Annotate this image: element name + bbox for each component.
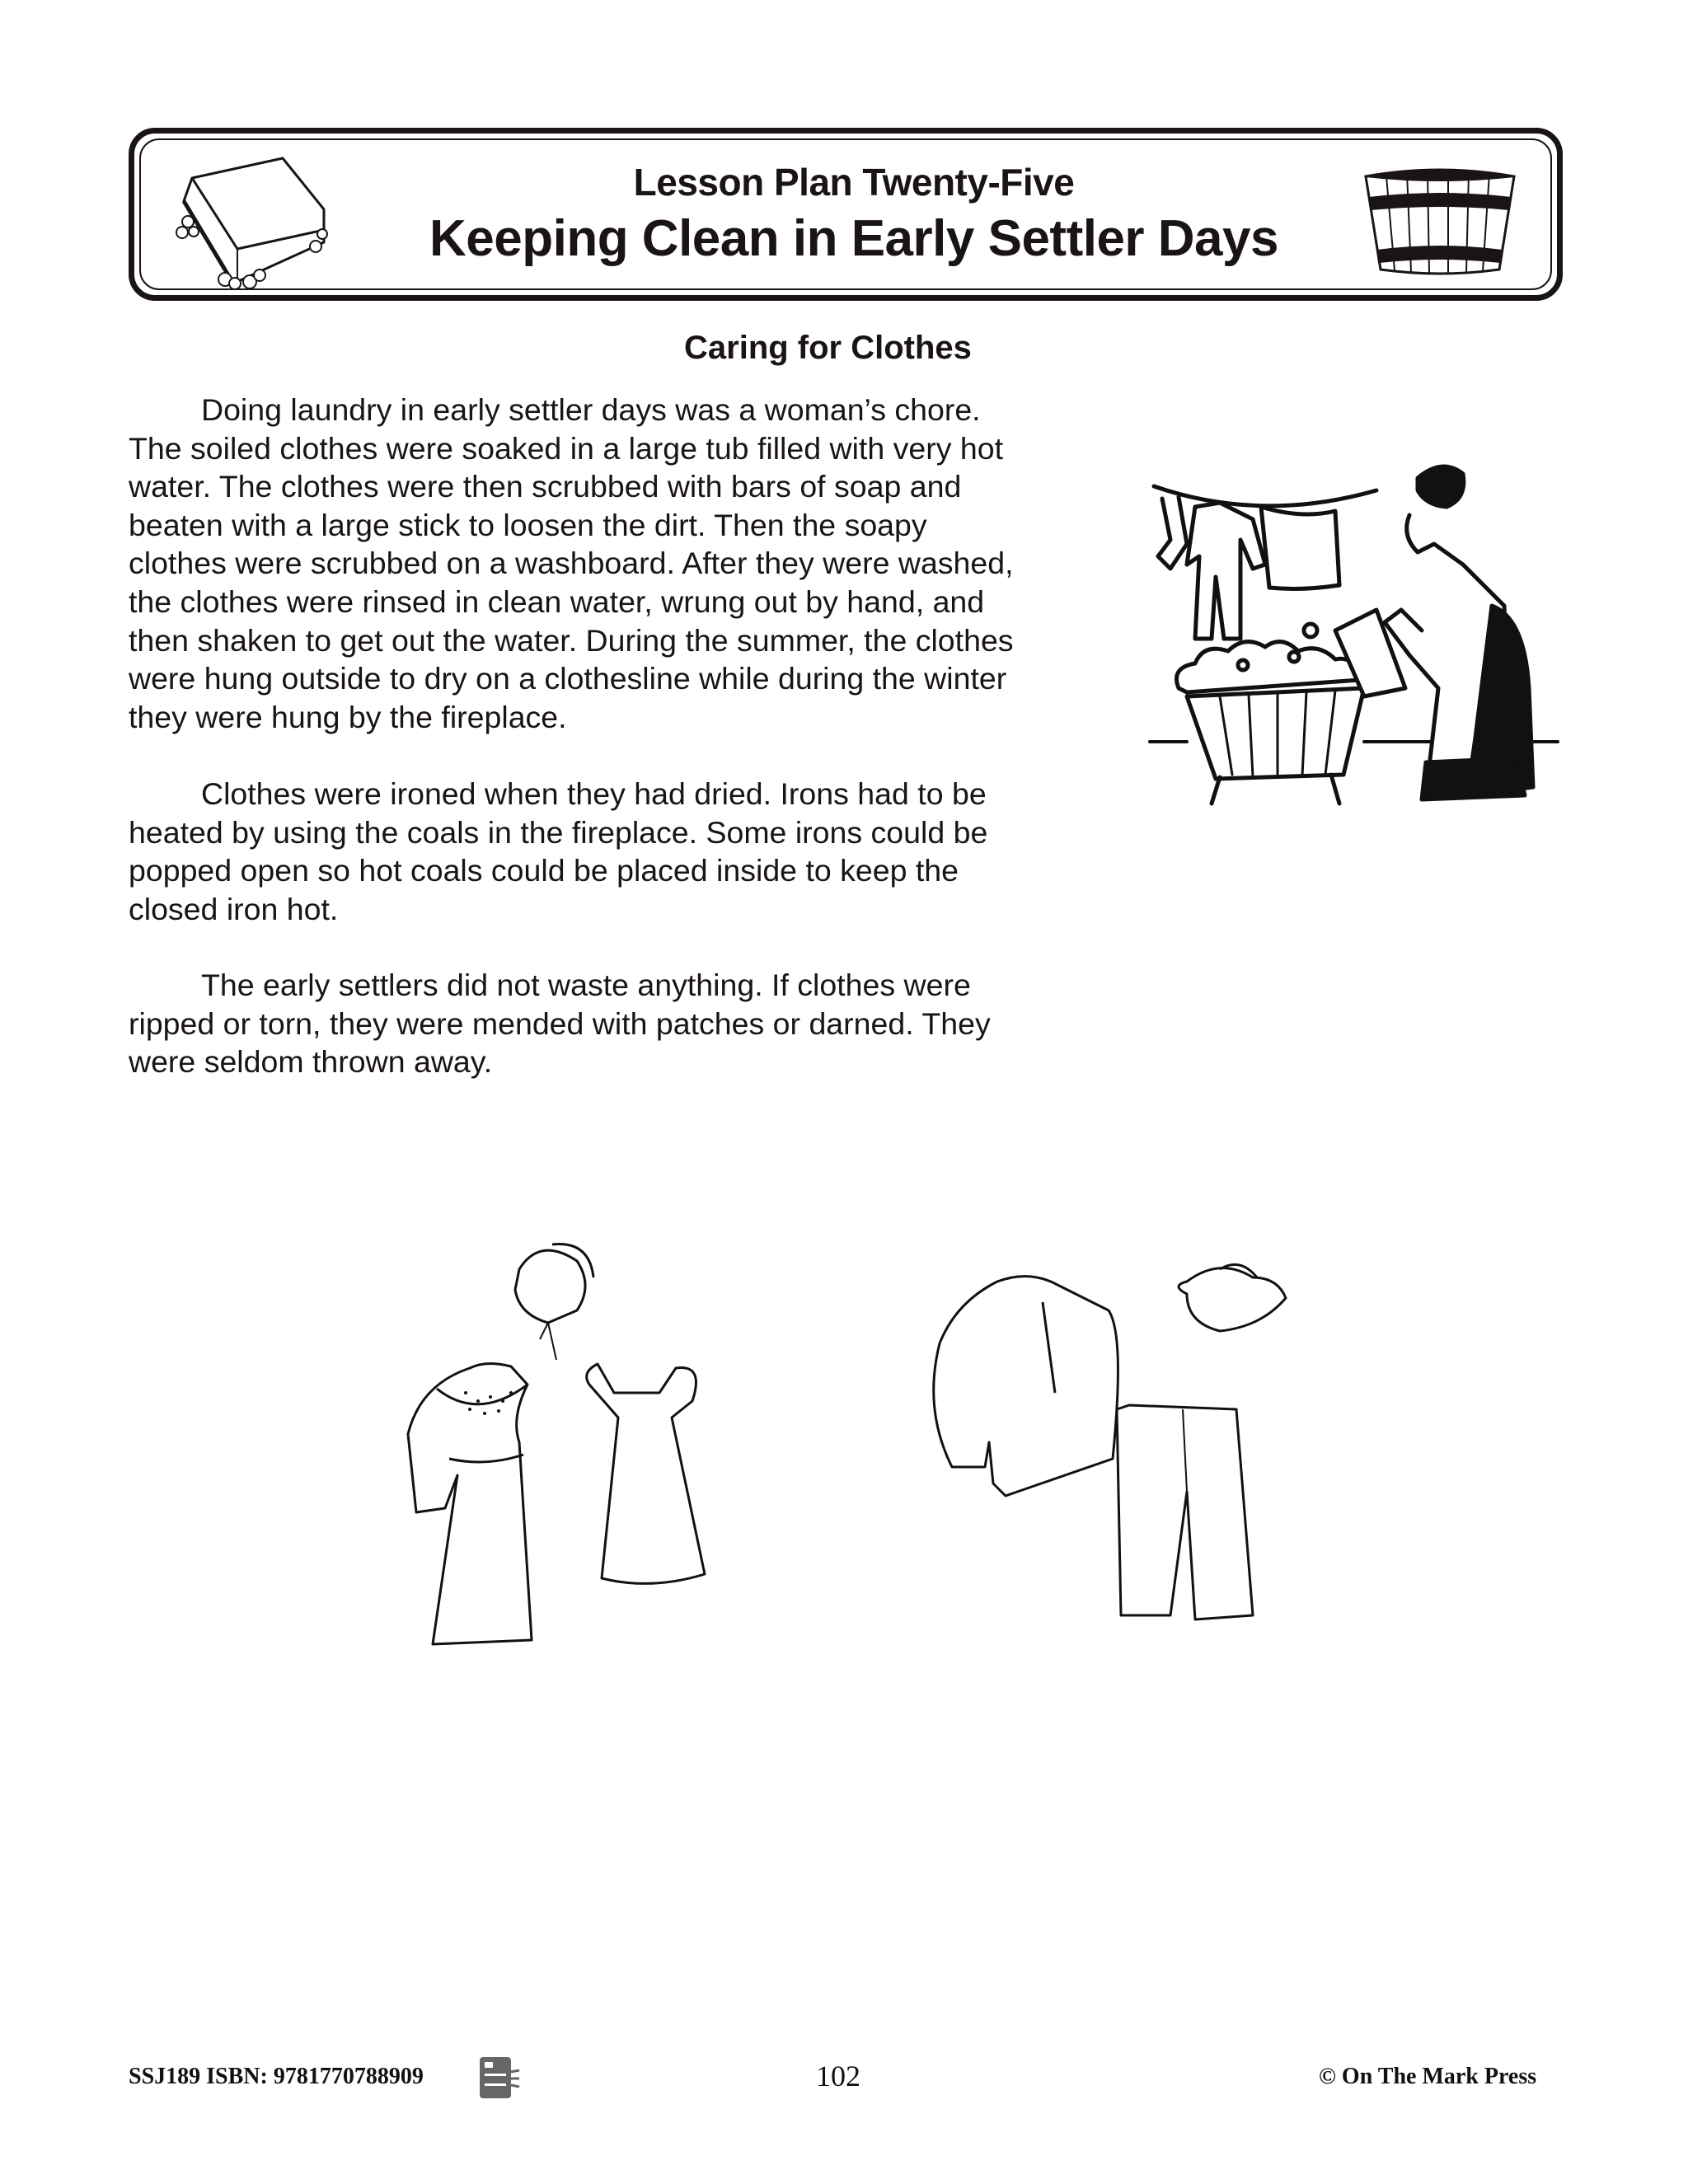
text-line: were hung outside to dry on a clothesline while during the winter: [129, 661, 1007, 696]
page-title: Keeping Clean in Early Settler Days: [429, 210, 1278, 267]
text-line: then shaken to get out the water. During the summer, the clothes: [129, 622, 1014, 658]
text-line: The early settlers did not waste anything. If clothes were: [201, 968, 971, 1002]
bonnet-dress-pinafore-illustration: [387, 1228, 742, 1657]
woman-washing-laundry-illustration: [1137, 441, 1566, 812]
printer-icon: [476, 2054, 521, 2102]
copyright-notice: © On The Mark Press: [1319, 2064, 1537, 2089]
text-line: ripped or torn, they were mended with patches or darned. They: [129, 1005, 991, 1041]
wash-tub-icon: [1357, 158, 1522, 282]
text-line: popped open so hot coals could be placed inside to keep the: [129, 853, 959, 888]
page-footer: [0, 2052, 1688, 2110]
text-line: water. The clothes were then scrubbed with bars of soap and: [129, 469, 962, 504]
lesson-header-box: [129, 128, 1563, 301]
text-line: were seldom thrown away.: [129, 1044, 493, 1080]
text-line: clothes were scrubbed on a washboard. After they were washed,: [129, 546, 1014, 581]
paragraph-mending: [129, 966, 1101, 1081]
paragraph-laundry: [129, 391, 1101, 736]
text-line: Doing laundry in early settler days was a woman’s chore.: [201, 392, 981, 427]
shirt-trousers-hat-illustration: [915, 1244, 1319, 1624]
lesson-number-label: Lesson Plan Twenty-Five: [633, 161, 1075, 204]
text-line: The soiled clothes were soaked in a large tub filled with very hot: [129, 430, 1003, 466]
text-line: closed iron hot.: [129, 891, 339, 926]
section-heading: Caring for Clothes: [684, 330, 972, 366]
text-line: the clothes were rinsed in clean water, wrung out by hand, and: [129, 583, 985, 619]
text-line: beaten with a large stick to loosen the dirt. Then the soapy: [129, 507, 927, 542]
product-code-isbn: SSJ189 ISBN: 9781770788909: [129, 2064, 424, 2089]
paragraph-ironing: [129, 775, 1101, 928]
text-line: they were hung by the fireplace.: [129, 699, 567, 734]
text-line: Clothes were ironed when they had dried. Irons had to be: [201, 776, 987, 811]
page-number: 102: [816, 2060, 860, 2093]
text-line: heated by using the coals in the fireplace. Some irons could be: [129, 814, 988, 850]
